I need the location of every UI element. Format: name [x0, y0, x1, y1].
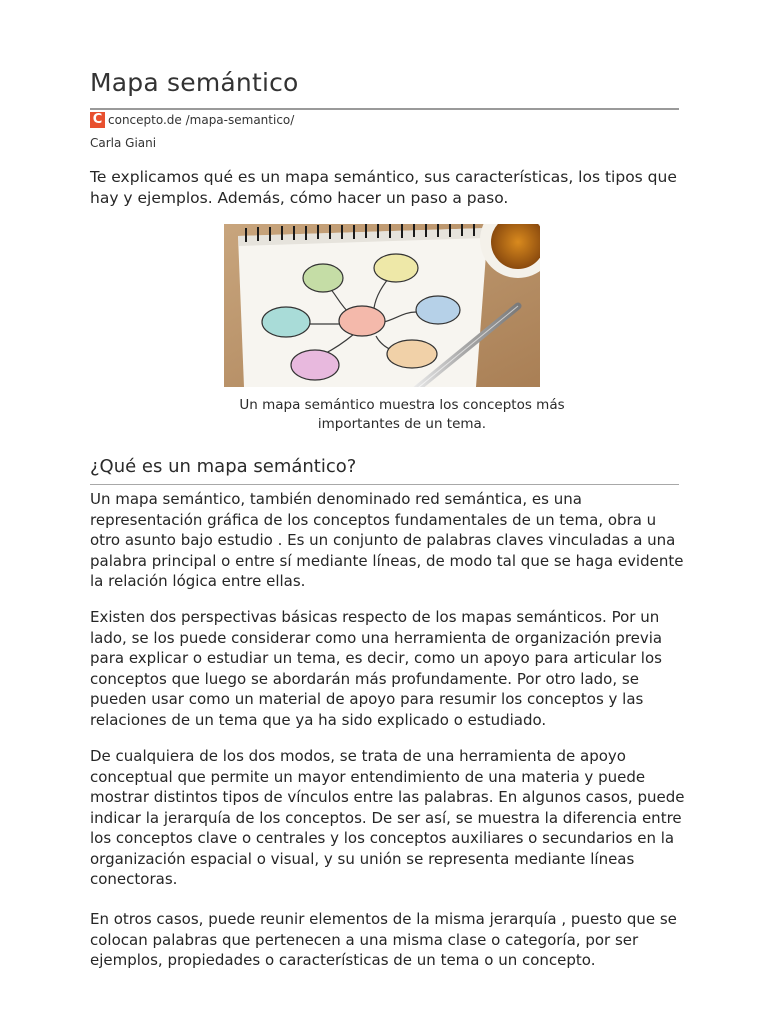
source-url[interactable]: concepto.de /mapa-semantico/ [108, 113, 295, 127]
body-paragraph: Existen dos perspectivas básicas respecto de los mapas semánticos. Por un lado, se los puede considerar como una herramienta de organización previa para explicar o estudiar un tema, es decir, como un apoyo para articular los conceptos que luego se abordarán más profundamente. Por otro lado, se pueden usar como un material de apoyo para resumir los conceptos y las relaciones de un tema que ya ha sido explicado o estudiado. [90, 608, 663, 729]
source-line [90, 110, 294, 130]
figure-caption: Un mapa semántico muestra los conceptos más importantes de un tema. [239, 397, 565, 432]
semantic-map-illustration [224, 224, 540, 387]
body-paragraph: En otros casos, puede reunir elementos de la misma jerarquía , puesto que se colocan palabras que pertenecen a una misma clase o categoría, por ser ejemplos, propiedades o características de un tema o un concepto. [90, 910, 677, 969]
section-divider [90, 484, 679, 485]
intro-paragraph: Te explicamos qué es un mapa semántico, sus características, los tipos que hay y ejemplos. Además, cómo hacer un paso a paso. [90, 168, 677, 207]
body-paragraph: Un mapa semántico, también denominado red semántica, es una representación gráfica de los conceptos fundamentales de un tema, obra u otro asunto bajo estudio . Es un conjunto de palabras claves vinculadas a una palabra principal o entre sí mediante líneas, de modo tal que se haga evidente la relación lógica entre ellas. [90, 490, 684, 590]
article-figure [224, 224, 540, 387]
page-title: Mapa semántico [90, 68, 299, 97]
author-name: Carla Giani [90, 136, 157, 150]
section-heading: ¿Qué es un mapa semántico? [90, 456, 357, 477]
concepto-logo-icon: C [90, 112, 105, 128]
body-paragraph: De cualquiera de los dos modos, se trata de una herramienta de apoyo conceptual que permite un mayor entendimiento de una materia y puede mostrar distintos tipos de vínculos entre las palabras. En algunos casos, puede indicar la jerarquía de los conceptos. De ser así, se muestra la diferencia entre los conceptos clave o centrales y los conceptos auxiliares o secundarios en la organización espacial o visual, y su unión se representa mediante líneas conectoras. [90, 747, 685, 888]
